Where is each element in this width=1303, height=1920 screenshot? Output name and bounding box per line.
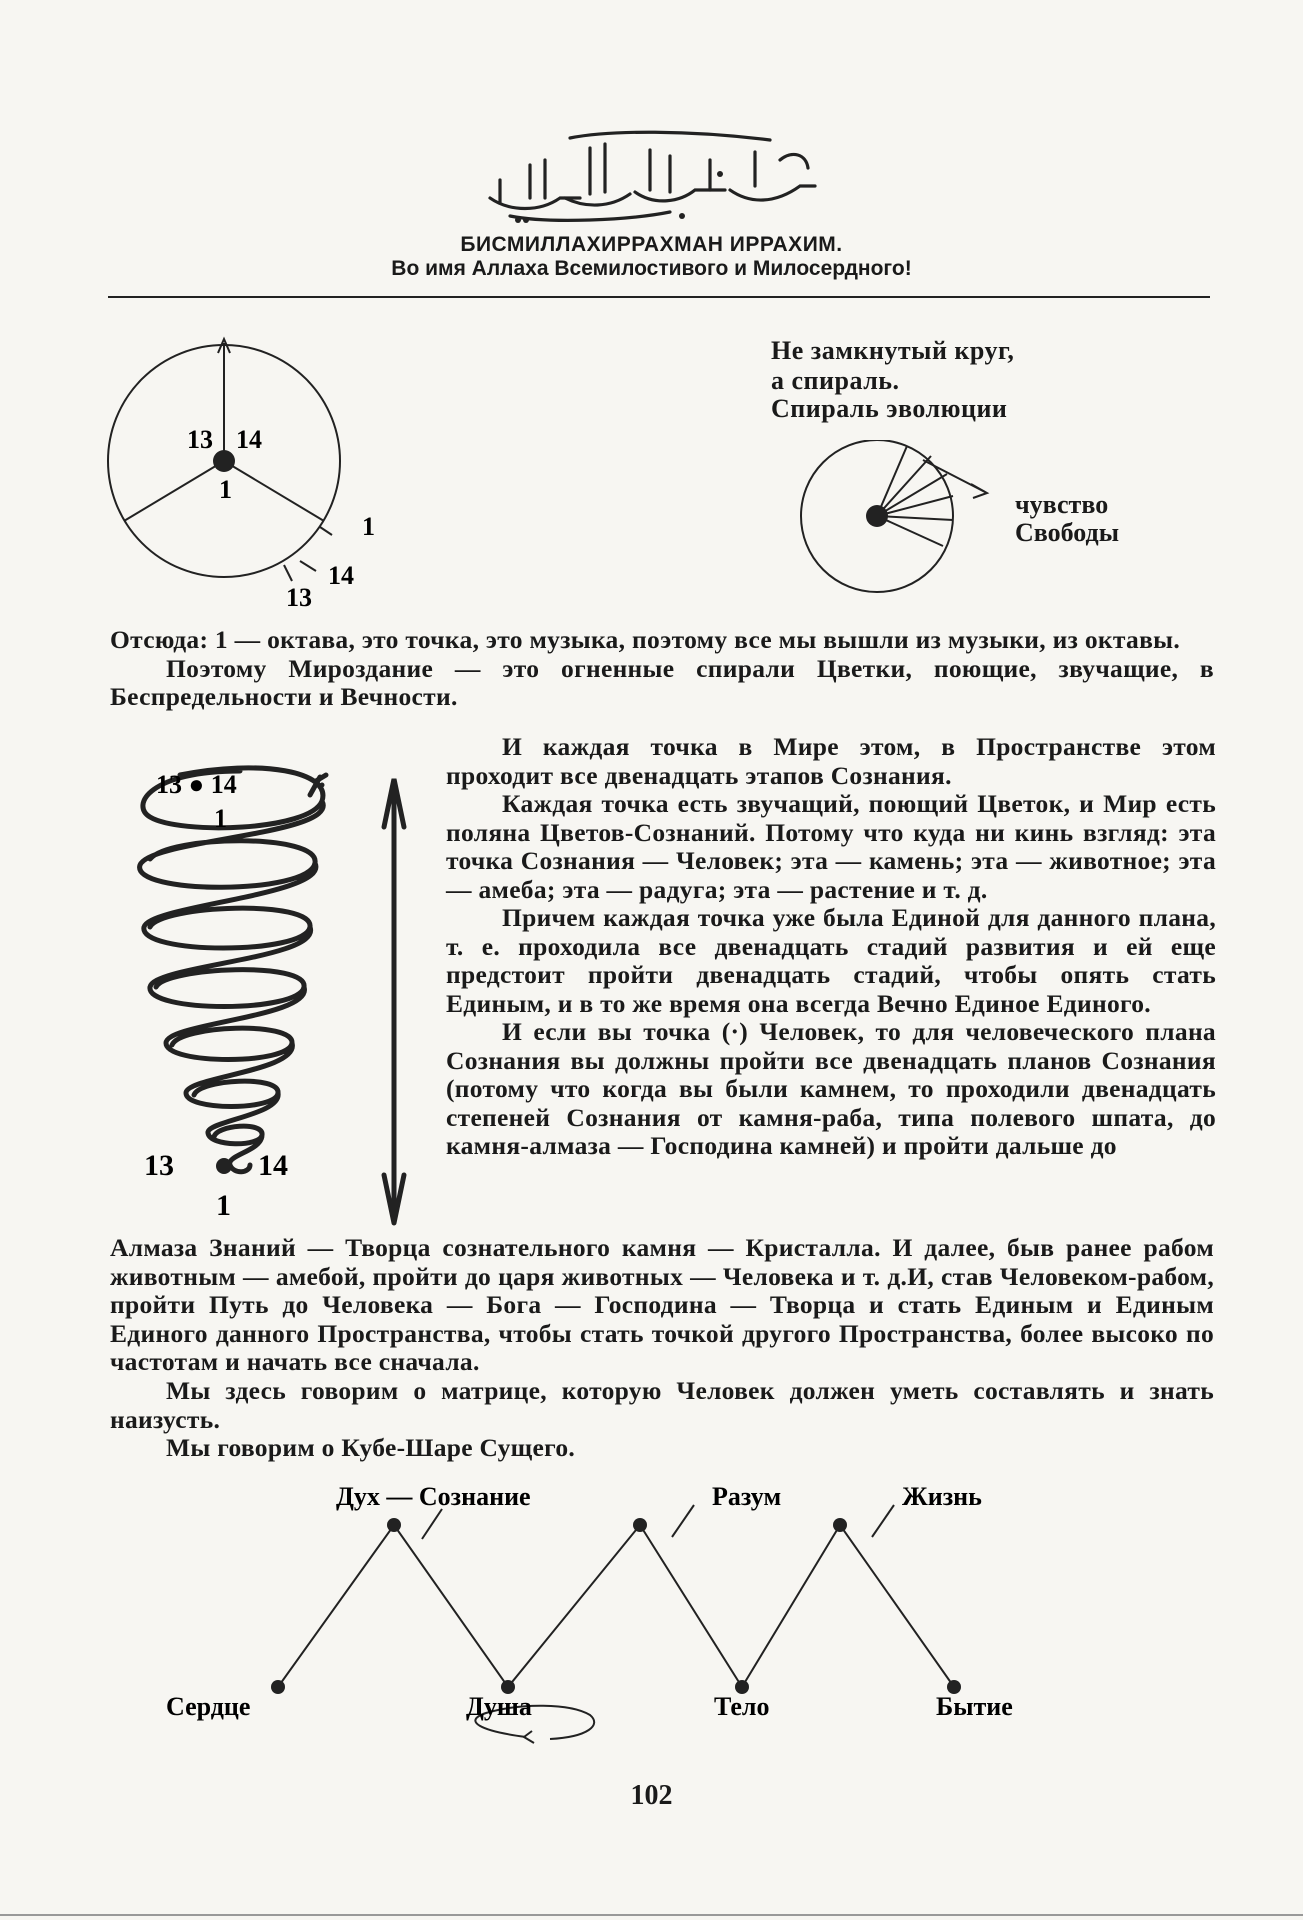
spiral-bottom-14: 14: [258, 1149, 288, 1182]
label-telo: Тело: [714, 1692, 770, 1721]
paragraph-2: Поэтому Мироздание — это огненные спирали Цветки, поющие, звучащие, в Беспредельности и Вечности.: [110, 653, 1214, 712]
label-zhizn: Жизнь: [902, 1482, 982, 1511]
circle-label-14: 14: [236, 425, 262, 454]
header-subtitle: Во имя Аллаха Всемилостивого и Милосердного!: [391, 257, 912, 280]
paragraph-1: Отсюда: 1 — октава, это точка, это музыка, поэтому все мы вышли из музыки, из октавы.: [110, 625, 1181, 654]
outer-label-1: 1: [362, 512, 375, 541]
label-razum: Разум: [712, 1482, 782, 1511]
spiral-note-line1: Не замкнутый круг,: [771, 336, 1015, 365]
paragraph-6a: И если вы точка (·) Человек, то для человеческого плана Сознания вы должны пройти все двенадцать планов Сознания (потому что когда вы были камнем, то проходили двенадцать степеней Сознания от камня-раба, типа полевого шпата, до камня-алмаза — Господина камней) и пройти дальше до: [446, 1017, 1216, 1160]
circle-label-1: 1: [219, 475, 232, 504]
circle-diagram: [100, 335, 400, 615]
spiral-bottom-13: 13: [144, 1149, 174, 1182]
freedom-circle-diagram: [795, 440, 1035, 610]
outer-label-14: 14: [328, 561, 354, 590]
spiral-drawing: [110, 755, 440, 1235]
page-bottom-edge: [0, 1914, 1303, 1916]
spiral-bottom-point: [216, 1158, 232, 1174]
text-block-top: [110, 626, 1214, 712]
text-block-bottom: [110, 1234, 1214, 1463]
paragraph-8: Мы говорим о Кубе-Шаре Сущего.: [166, 1433, 576, 1463]
zigzag-diagram: [160, 1475, 1060, 1775]
node-serdtse: [271, 1680, 285, 1694]
paragraph-3: И каждая точка в Мире этом, в Пространстве этом проходит все двенадцать этапов Сознания.: [446, 732, 1216, 790]
paragraph-6b: Алмаза Знаний — Творца сознательного камня — Кристалла. И далее, быв ранее рабом животным — амебой, пройти до царя животных — Человека и т. д.И, став Человеком-рабом, пройти Путь до Человека — Бога — Господина — Творца и стать Единым и Единым Единого данного Пространства, чтобы стать точкой другого Пространства, более высоко по частотам и начать все сначала.: [110, 1233, 1214, 1377]
page-number: 102: [630, 1780, 673, 1811]
node-razum: [633, 1518, 647, 1532]
label-bytie: Бытие: [936, 1692, 1013, 1721]
arabic-calligraphy-image: [470, 120, 830, 230]
outer-label-13: 13: [286, 583, 312, 612]
paragraph-5: Причем каждая точка уже была Единой для данного плана, т. е. проходила все двенадцать стадий развития и ей еще предстоит пройти двенадцать стадий, чтобы опять стать Единым, и в то же время она всегда Вечно Единое Единого.: [446, 903, 1216, 1018]
circle-label-13: 13: [187, 425, 213, 454]
label-serdtse: Сердце: [166, 1692, 251, 1721]
paragraph-7: Мы здесь говорим о матрице, которую Человек должен уметь составлять и знать наизусть.: [110, 1375, 1214, 1434]
node-zhizn: [833, 1518, 847, 1532]
freedom-label-line2: Свободы: [1015, 518, 1119, 547]
text-block-right: [446, 733, 1216, 1161]
node-dukh: [387, 1518, 401, 1532]
center-point: [213, 450, 235, 472]
spiral-top-label: 13 ● 14: [156, 770, 237, 799]
freedom-label-line1: чувство: [1015, 490, 1109, 519]
label-dukh-soznanie: Дух — Сознание: [336, 1482, 531, 1511]
header-title: БИСМИЛЛАХИРРАХМАН ИРРАХИМ.: [460, 233, 843, 256]
bismillah-calligraphy: [470, 120, 830, 230]
label-dusha: Душа: [466, 1692, 532, 1721]
spiral-note-line2: а спираль.: [771, 366, 900, 395]
spiral-bottom-1: 1: [216, 1189, 231, 1222]
freedom-center-point: [866, 505, 888, 527]
paragraph-4: Каждая точка есть звучащий, поющий Цветок, и Мир есть поляна Цветов-Сознаний. Потому что куда ни кинь взгляд: эта точка Сознания — Человек; эта — камень; эта — животное; эта — амеба; эта — радуга; эта — растение и т. д.: [446, 789, 1216, 904]
spiral-top-label-1: 1: [214, 804, 227, 833]
spiral-note-line3: Спираль эволюции: [771, 394, 1008, 423]
header-divider: [108, 296, 1210, 298]
